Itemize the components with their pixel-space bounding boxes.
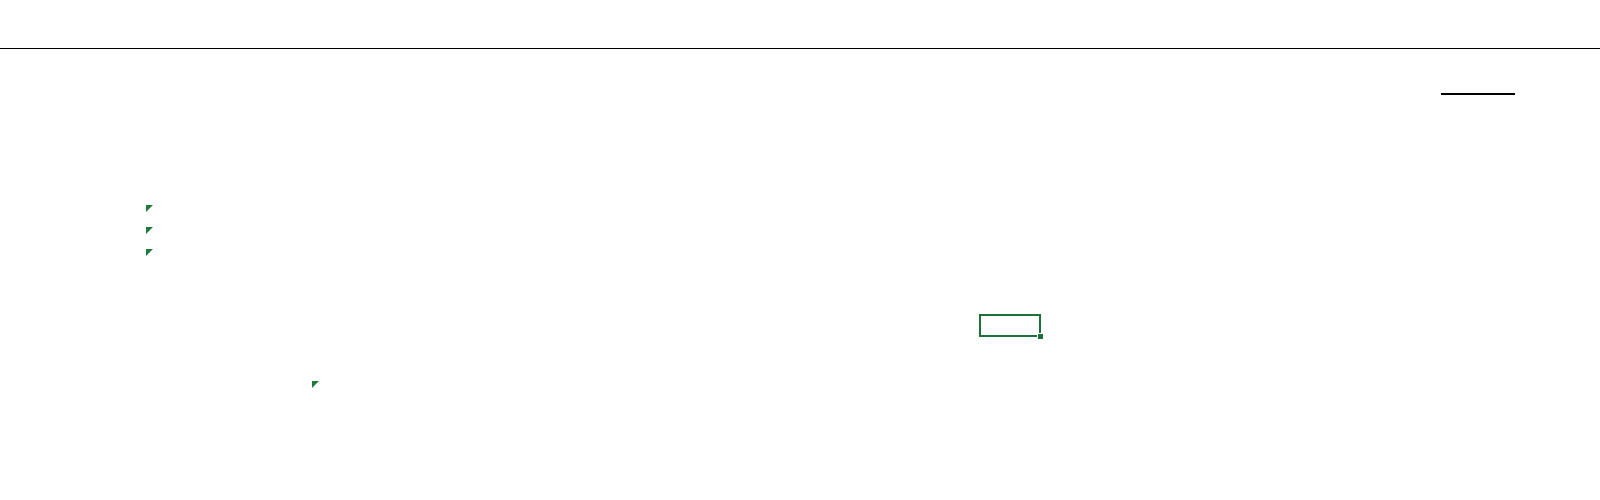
summary-ave bbox=[320, 226, 388, 248]
summary-ave bbox=[320, 204, 388, 226]
fill-handle[interactable] bbox=[1037, 333, 1044, 340]
bush-avg bbox=[390, 358, 452, 380]
header-rule bbox=[0, 48, 1600, 49]
summary-header-ave bbox=[290, 138, 388, 160]
cell-comment-indicator[interactable] bbox=[146, 205, 153, 212]
obama-total bbox=[312, 336, 380, 358]
trump-avg bbox=[390, 380, 452, 402]
summary-pct bbox=[230, 204, 310, 226]
cell-comment-indicator[interactable] bbox=[146, 249, 153, 256]
summary-total bbox=[148, 226, 205, 248]
summary-header-ave-leases bbox=[290, 160, 388, 182]
summary-pct bbox=[230, 226, 310, 248]
summary-total bbox=[148, 248, 205, 270]
bush-total-label bbox=[100, 358, 312, 380]
selected-cell[interactable] bbox=[979, 314, 1041, 337]
summary-header-ave-month bbox=[290, 182, 388, 204]
average-change-value bbox=[920, 270, 960, 292]
biden-total bbox=[312, 402, 380, 424]
summary-pct bbox=[230, 270, 310, 292]
biden-pct bbox=[390, 402, 452, 424]
summary-ave bbox=[320, 248, 388, 270]
summary-total bbox=[148, 204, 205, 226]
cell-comment-indicator[interactable] bbox=[146, 227, 153, 234]
bush-obama-ratio bbox=[800, 314, 855, 336]
obama-avg bbox=[390, 336, 452, 358]
summary-ave bbox=[320, 270, 388, 292]
summary-total bbox=[148, 270, 205, 292]
fy2020-underline bbox=[1441, 93, 1515, 95]
bush-total bbox=[312, 358, 380, 380]
trump-total bbox=[312, 380, 380, 402]
trump-total-label bbox=[100, 380, 312, 402]
obama-total-label bbox=[100, 336, 312, 358]
average-change-value bbox=[920, 248, 960, 270]
biden-total-label bbox=[100, 402, 312, 424]
summary-pct bbox=[230, 248, 310, 270]
